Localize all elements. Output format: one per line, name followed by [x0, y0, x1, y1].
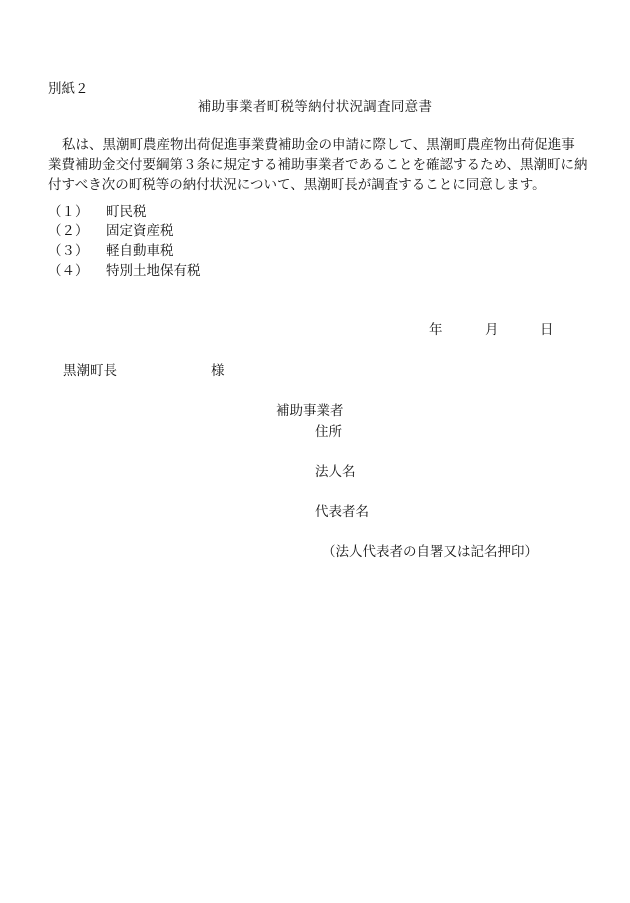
address-label: 住所: [315, 424, 342, 440]
document-title: 補助事業者町税等納付状況調査同意書: [197, 99, 433, 115]
date-month-label: 月: [485, 322, 499, 338]
tax-item-1: [48, 203, 147, 221]
signature-note: （法人代表者の自署又は記名押印）: [322, 544, 538, 560]
date-day-label: 日: [540, 322, 554, 338]
tax-item-label: 特別土地保有税: [106, 263, 201, 279]
tax-item-number: （２）: [48, 223, 89, 239]
tax-item-4: [48, 262, 201, 280]
tax-item-2: [48, 222, 174, 240]
tax-item-3: [48, 242, 174, 260]
tax-item-number: （３）: [48, 243, 89, 259]
applicant-heading: 補助事業者: [276, 403, 344, 419]
tax-item-label: 町民税: [106, 204, 147, 220]
tax-item-label: 軽自動車税: [106, 243, 174, 259]
representative-name-label: 代表者名: [315, 504, 369, 520]
tax-item-label: 固定資産税: [106, 223, 174, 239]
consent-statement: [48, 135, 588, 195]
tax-item-number: （４）: [48, 263, 89, 279]
date-year-label: 年: [429, 322, 443, 338]
tax-item-number: （１）: [48, 204, 89, 220]
corporation-name-label: 法人名: [315, 464, 356, 480]
addressee-name: 黒潮町長: [63, 363, 117, 379]
addressee-honorific: 様: [211, 363, 225, 379]
consent-text: 私は、黒潮町農産物出荷促進事業費補助金の申請に際して、黒潮町農産物出荷促進事業費補助金交付要綱第３条に規定する補助事業者であることを確認するため、黒潮町に納付すべき次の町税等の納付状況について、黒潮町長が調査することに同意します。: [48, 137, 588, 193]
annex-label: 別紙２: [48, 81, 89, 97]
